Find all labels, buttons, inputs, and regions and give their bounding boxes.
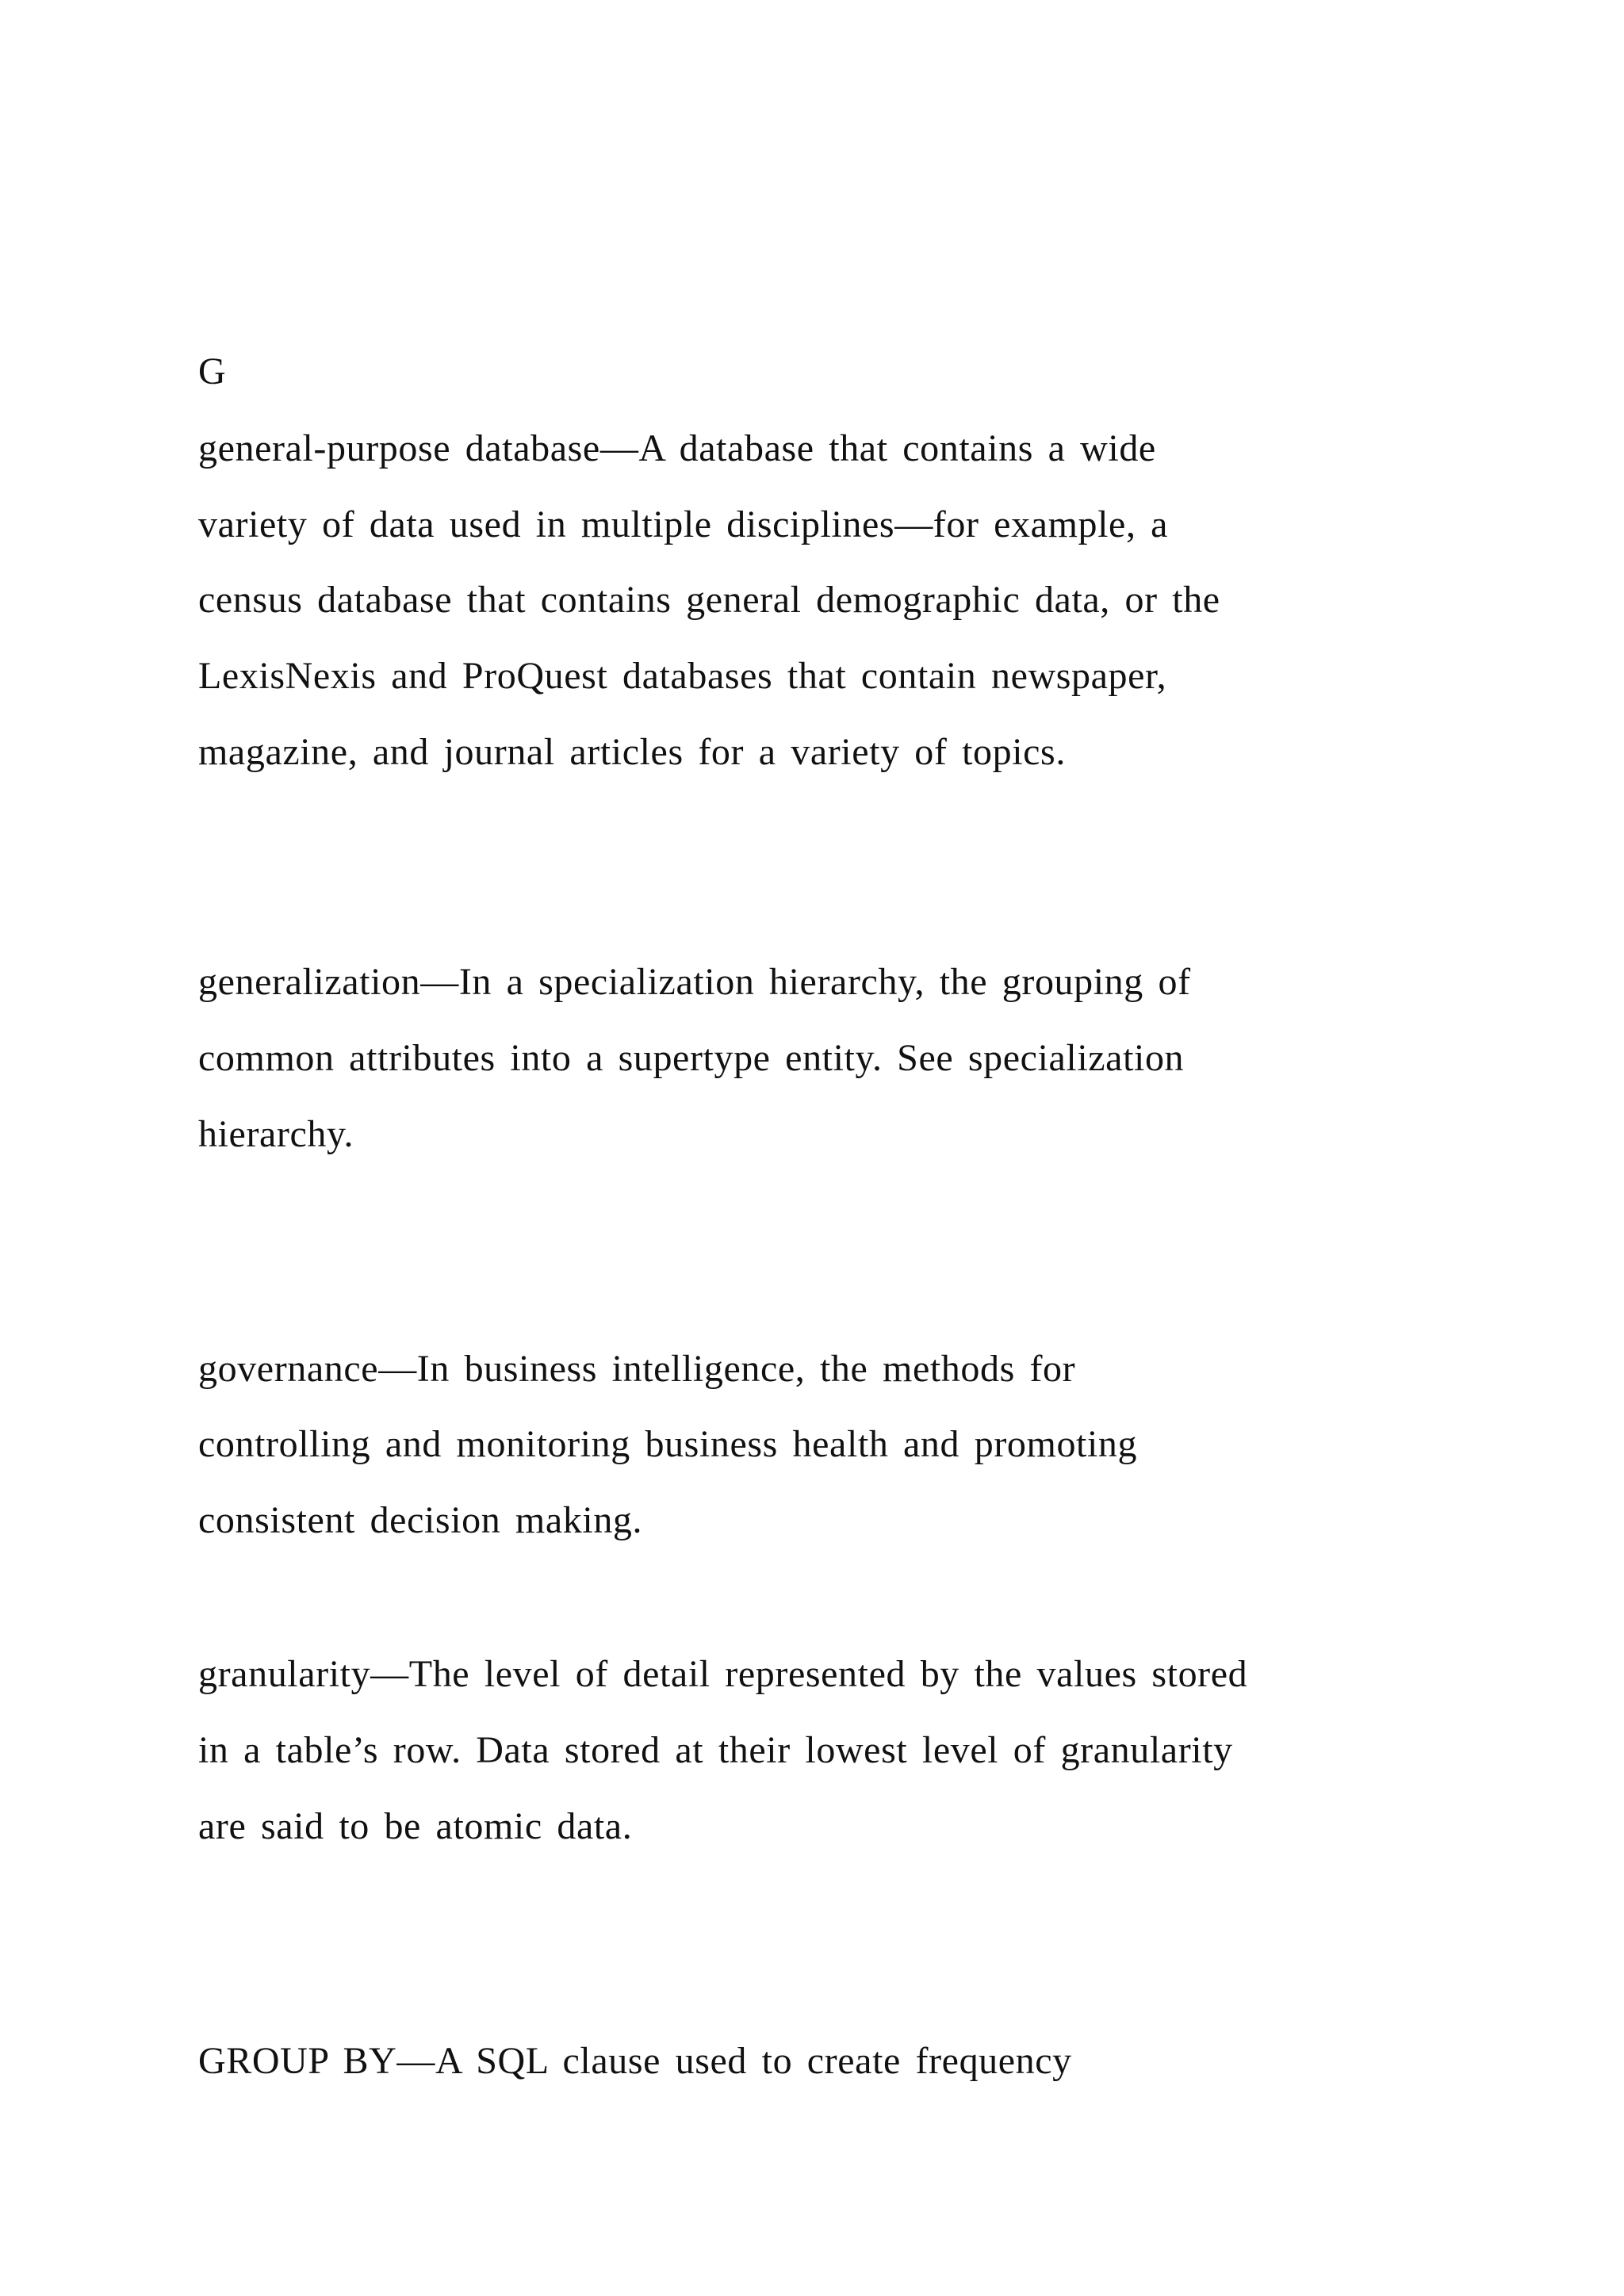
entry-text-line: controlling and monitoring business health and promoting — [198, 1423, 1138, 1465]
entry-text-line: granularity—The level of detail represented by the values stored — [198, 1653, 1248, 1695]
entry-text-line: general-purpose database—A database that contains a wide — [198, 427, 1156, 469]
entry-text-line: common attributes into a supertype entity. See specialization — [198, 1037, 1185, 1079]
entry-text-line: in a table’s row. Data stored at their lowest level of granularity — [198, 1729, 1233, 1771]
entry-text-line: hierarchy. — [198, 1113, 354, 1155]
entry-text-line: generalization—In a specialization hierarchy, the grouping of — [198, 961, 1191, 1003]
entry-text-line: governance—In business intelligence, the methods for — [198, 1348, 1076, 1390]
entry-text-line: variety of data used in multiple disciplines—for example, a — [198, 503, 1169, 545]
entry-text-line: LexisNexis and ProQuest databases that contain newspaper, — [198, 655, 1167, 697]
entry-text-line: magazine, and journal articles for a variety of topics. — [198, 731, 1066, 773]
entry-text-line: census database that contains general demographic data, or the — [198, 579, 1220, 621]
entry-text-line: are said to be atomic data. — [198, 1805, 633, 1847]
entry-text-line: consistent decision making. — [198, 1499, 643, 1541]
section-letter-heading: G — [198, 350, 226, 392]
entry-text-line: GROUP BY—A SQL clause used to create frequency — [198, 2040, 1072, 2082]
